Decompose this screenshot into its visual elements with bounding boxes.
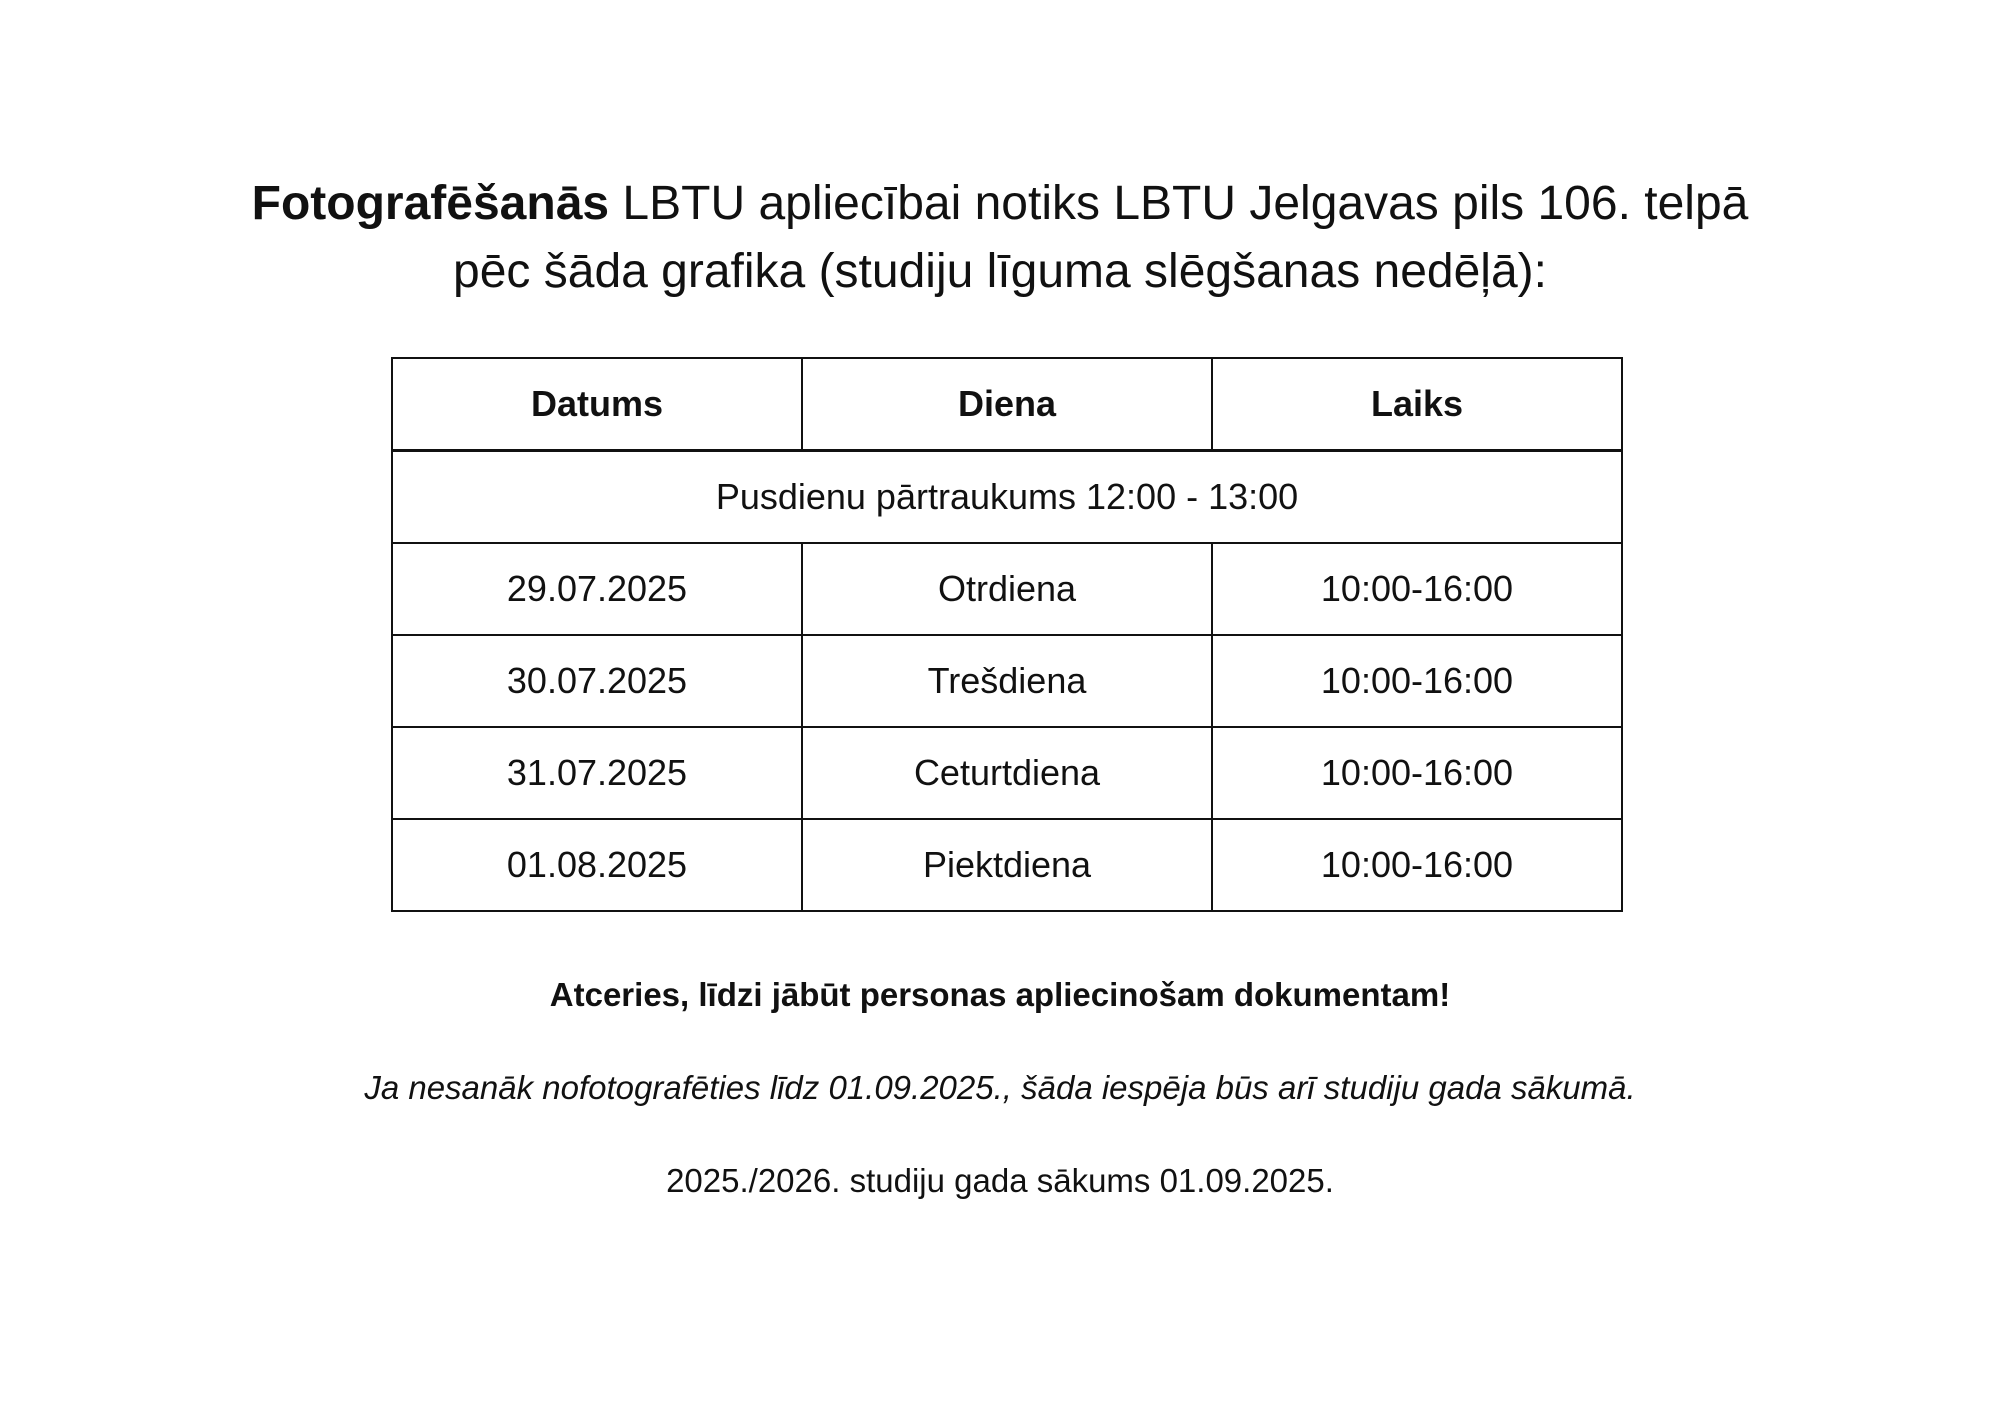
lunch-break-cell: Pusdienu pārtraukums 12:00 - 13:00 — [392, 451, 1622, 544]
intro-lead-bold: Fotografēšanās — [251, 177, 610, 230]
cell-date: 31.07.2025 — [392, 727, 802, 819]
header-date: Datums — [392, 358, 802, 451]
intro-line2: pēc šāda grafika (studiju līguma slēgšanas nedēļā): — [453, 245, 1547, 298]
header-day: Diena — [802, 358, 1212, 451]
cell-day: Piektdiena — [802, 819, 1212, 911]
document-reminder: Atceries, līdzi jābūt personas apliecinošam dokumentam! — [549, 976, 1451, 1013]
schedule-table — [391, 357, 1623, 912]
intro-line1-rest: LBTU apliecībai notiks LBTU Jelgavas pils 106. telpā — [609, 177, 1749, 230]
lunch-break-row — [392, 451, 1622, 544]
cell-date: 29.07.2025 — [392, 543, 802, 635]
header-time: Laiks — [1212, 358, 1622, 451]
cell-date: 01.08.2025 — [392, 819, 802, 911]
table-row — [392, 727, 1622, 819]
cell-time: 10:00-16:00 — [1212, 727, 1622, 819]
cell-time: 10:00-16:00 — [1212, 635, 1622, 727]
cell-date: 30.07.2025 — [392, 635, 802, 727]
intro-paragraph — [150, 170, 1850, 306]
cell-time: 10:00-16:00 — [1212, 819, 1622, 911]
cell-day: Trešdiena — [802, 635, 1212, 727]
retake-note: Ja nesanāk nofotografēties līdz 01.09.2025., šāda iespēja būs arī studiju gada sākumā. — [364, 1069, 1636, 1106]
cell-day: Otrdiena — [802, 543, 1212, 635]
cell-time: 10:00-16:00 — [1212, 543, 1622, 635]
table-row — [392, 543, 1622, 635]
table-row — [392, 819, 1622, 911]
study-year-start: 2025./2026. studiju gada sākums 01.09.2025. — [666, 1162, 1334, 1199]
table-header-row — [392, 358, 1622, 451]
cell-day: Ceturtdiena — [802, 727, 1212, 819]
table-row — [392, 635, 1622, 727]
